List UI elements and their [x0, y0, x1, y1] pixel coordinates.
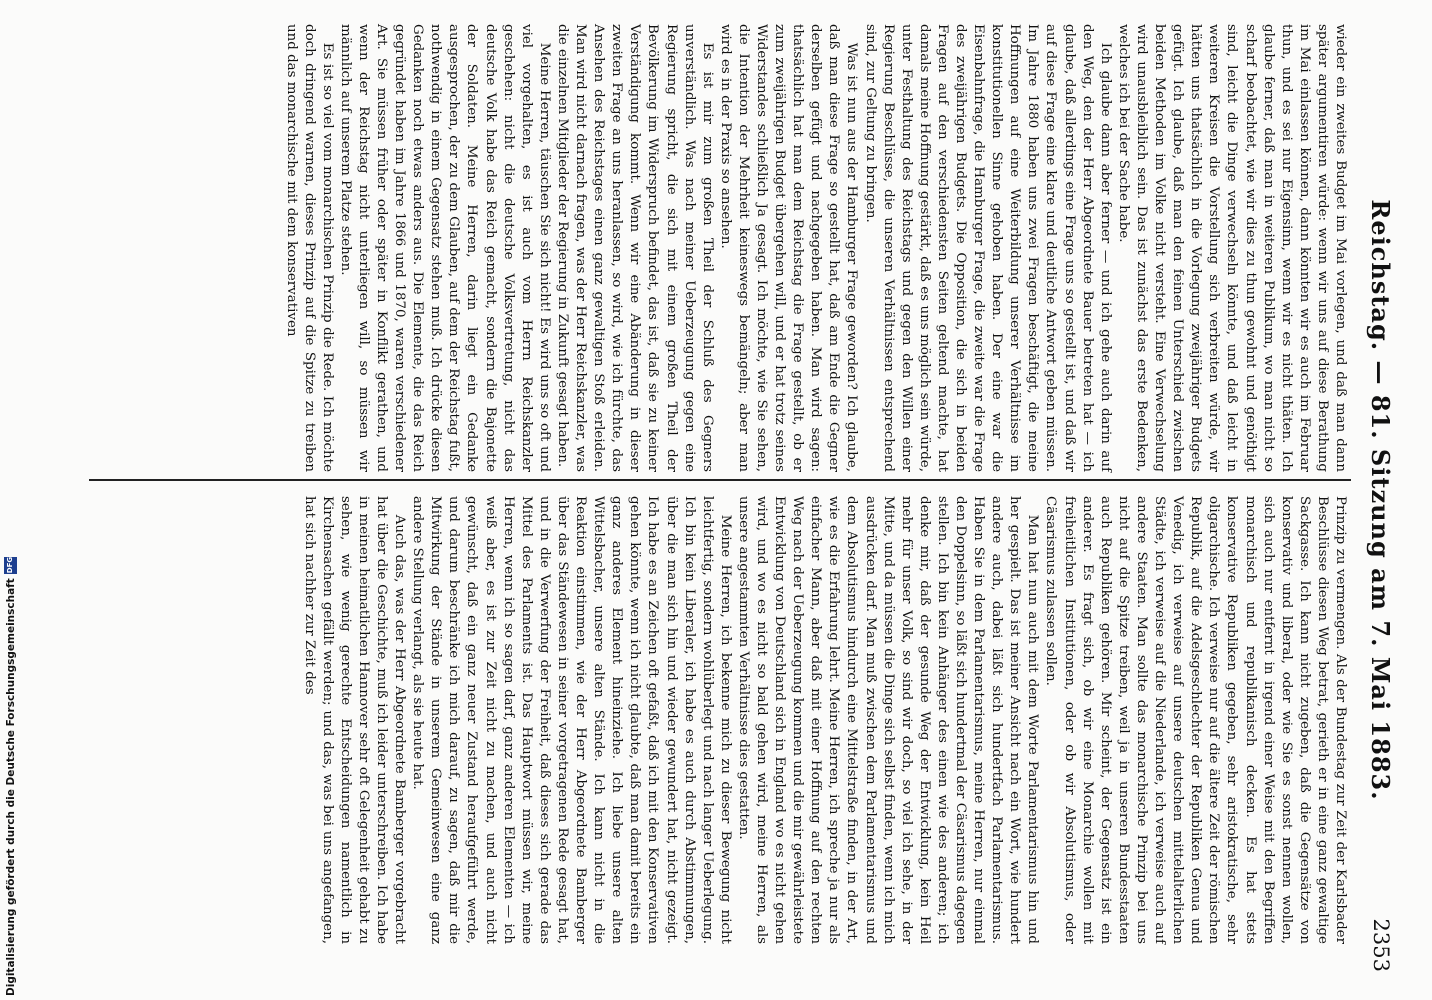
paragraph: Meine Herren, ich bekenne mich zu dieser Bewegung nicht leichtfertig, sondern wohlüberlegt und nach langer Ueberlegung. Ich bin kein Liberaler, ich habe es auch durch Abstimmungen, über die man sich hin und wieder gewundert hat, nicht gezeigt. Ich habe es an Zeichen oft gefaßt, daß ich mit den Konservativen gehen könnte, wenn ich nicht glaubte, daß man damit bereits ein ganz anderes Element hineinziehe. Ich liebe unsere alten Wittelsbacher, unsere alten Stände. Ich kann nicht in die Reaktion einstimmen, wie der Herr Abgeordnete Bamberger über das Ständewesen in seiner vorgetragenen Rede gesagt hat, und in die Verwerfung der Freiheit, daß dieses sich gerade das Mittel des Parlaments ist. Das Hauptwort müssen wir, meine Herren, wenn ich so sagen darf, ganz anderen Elementen — ich weiß aber, es ist zur Zeit nicht zu machen, und auch nicht gewünscht, daß ein ganz neuer Zustand heraufgeführt werde, und darum beschränke ich mich darauf, zu sagen, daß mir die Mitwirkung der Stände in unserem Gemeinwesen eine ganz andere Stellung verlangt, als sie heute hat. [410, 496, 733, 944]
paragraph: wieder ein zweites Budget im Mai vorlegen, und daß man dann später argumentiren würde: wenn wir uns auf diese Berathung im Mai einlassen können, dann könnten wir es auch im Februar thun, und es sei nur Eigensinn, wenn wir es nicht thäten. Ich glaube ferner, daß man in weiteren Publikum, wo man nicht so scharf beobachtet, wie wir dies zu thun gewohnt und genöthigt sind, leicht die Dinge verwechseln könnte, und daß leicht in weiteren Kreisen die Vorstellung sich verbreiten würde, wir hätten uns thatsächlich in die Vorlegung zweijähriger Budgets gefügt. Ich glaube, daß man den feinen Unterschied zwischen beiden Methoden im Volke nicht versteht. Eine Verwechselung wird unausbleiblich sein. Das ist zunächst das erste Bedenken, welches ich bei der Sache habe. [1115, 24, 1348, 472]
column-divider [89, 479, 1351, 481]
text-column-left-printed [281, 24, 1349, 472]
paragraph: Man hat nun auch mit dem Worte Parlamentarismus hin und her gespielt. Das ist meiner Ansicht nach ein Wort, wie hundert andere auch, dabei läßt sich hundertfach Parlamentarismus. Haben Sie in dem Parlamentarismus, meine Herren, nur einmal den Doppelsinn, so läßt sich hundertmal der Cäsarismus dagegen stellen. Ich bin kein Anhänger des einen wie des anderen; ich denke mir, daß der gesunde Weg der Entwicklung, kein Heil mehr für unser Volk, so sind wir doch, so viel ich sehe, in der Mitte, und da müssen die Dinge sich selbst finden, wenn ich mich ausdrücken darf. Man muß zwischen dem Parlamentarismus und dem Absolutismus hindurch eine Mittelstraße finden, in der Art, wie es die Erfahrung lehrt. Meine Herren, ich spreche ja nur als einfacher Mann, aber daß mit einer Hoffnung auf den rechten Weg nach der Ueberzeugung kommen und die mir gewährleistete Entwicklung von Deutschland sich in England wo es nicht gehen wird, und wo es nicht so bald gehen wird, meine Herren, als unsere angestammten Verhältnisse dies gestatten. [735, 496, 1041, 944]
paragraph: Prinzip zu vermengen. Als der Bundestag zur Zeit der Karlsbader Beschlüsse diesen Weg betrat, gerieth er in eine ganz gewaltige Sackgasse. Ich kann nicht zugeben, daß die Gegensätze von konservativ und liberal, oder wie Sie es sonst nennen wollen, sich auch nur entfernt in irgend einer Weise mit den Begriffen monarchisch und republikanisch decken. Es hat stets konservative Republiken gegeben, sehr aristokratische, sehr oligarchische. Ich verweise nur auf die ältere Zeit der römischen Republik, auf die Adelsgeschlechter der Republiken Genua und Venedig, ich verweise auf unsere deutschen mittelalterlichen Städte, ich verweise auf die Niederlande, ich verweise auch auf andere Staaten. Man sollte das monarchische Prinzip bei uns nicht auf die Spitze treiben, weil ja in unseren Bundesstaaten auch Republiken gehören. Mir scheint, der Gegensatz ist ein anderer. Es fragt sich, ob wir eine Monarchie wollen mit freiheitlichen Institutionen, oder ob wir Absolutismus, oder Cäsarismus zulassen sollen. [1043, 496, 1348, 944]
paragraph: Ich glaube dann aber ferner — und ich gehe auch darin auf den Weg, den der Herr Abgeordnete Bauer betreten hat — ich glaube, daß allerdings eine Frage uns so gestellt ist, und daß wir auf diese Frage eine klare und deutliche Antwort geben müssen. Im Jahre 1880 haben uns zwei Fragen beschäftigt, die meine Hoffnungen auf eine Weiterbildung unserer Verhältnisse im konstitutionellen Sinne gehoben haben. Der eine war die Eisenbahnfrage, die Hamburger Frage, die zweite war die Frage des zweijährigen Budgets. Die Opposition, die sich in beiden Fragen auf den verschiedensten Seiten geltend machte, hat damals meine Hoffnung gestärkt, daß es uns möglich sein würde, unter Festhaltung des Reichstags und gegen den Willen einer Regierung Beschlüsse, die unseren Verhältnissen entsprechend sind, zur Geltung zu bringen. [862, 24, 1113, 472]
paragraph: Auch das, was der Herr Abgeordnete Bamberger vorgebracht hat über die Geschichte, muß ich leider unterschreiben. Ich habe in meinen heimatlichen Hannover sehr oft Gelegenheit gehabt zu sehen, wie wenig gerechte Entscheidungen namentlich in Kirchensachen gefällt werden; und das, was bei uns angefangen, hat sich nachher zur Zeit des [301, 496, 408, 944]
page-header [1361, 28, 1395, 972]
paragraph: Was ist nun aus der Hamburger Frage geworden? Ich glaube, daß man diese Frage so gestellt hat, daß am Ende die Gegner derselben gefügt und nachgegeben haben. Man wird sagen: thatsächlich hat man dem Reichstag die Frage gestellt, ob er zum zweijährigen Budget übergehen will, und er hat trotz seines Widerstandes schließlich Ja gesagt. Ich möchte, wie Sie sehen, die Intention der Mehrheit keineswegs bemängeln; aber man wird es in der Praxis so ansehen. [717, 24, 860, 472]
paragraph: Meine Herren, täuschen Sie sich nicht! Es wird uns so oft und viel vorgehalten, es ist auch vom Herrn Reichskanzler geschehen: nicht die deutsche Volksvertretung, nicht das deutsche Volk habe das Reich gemacht, sondern die Bajonette der Soldaten. Meine Herren, darin liegt ein Gedanke ausgesprochen, der zu dem Glauben, auf dem der Reichstag fußt, nothwendig in einem Gegensatz stehen muß. Ich drücke diesen Gedanken noch etwas anders aus. Die Elemente, die das Reich gegründet haben im Jahre 1866 und 1870, waren verschiedener Art. Sie müssen früher oder später in Konflikt gerathen, und wenn der Reichstag nicht unterliegen will, so müssen wir männlich auf unserem Platze stehen. [337, 24, 552, 472]
rotated-newspaper-page [83, 10, 1403, 990]
page-title: Reichstag. — 81. Sitzung am 7. Mai 1883. [1366, 199, 1395, 801]
credit-text: Digitalisierung gefördert durch die Deutsche Forschungsgemeinschaft [4, 578, 17, 996]
page-number: 2353 [1369, 918, 1393, 972]
paragraph: Es ist mir zum großen Theil der Schluß des Gegners unverständlich. Was nach meiner Ueberzeugung gegen eine Regierung spricht, die sich mit einem großen Theil der Bevölkerung im Widerspruch befindet, das ist, daß sie zu keiner Verständigung kommt. Wenn wir eine Abänderung in dieser zweiten Frage an uns heranlassen, so wird, wie ich fürchte, das Ansehen des Reichstages einen ganz gewaltigen Stoß erleiden. Man wird nicht darnach fragen, was der Herr Reichskanzler, was die einzelnen Mitglieder der Regierung in Zukunft gesagt haben. [554, 24, 715, 472]
digitization-credit [4, 557, 17, 996]
text-column-right-printed [300, 496, 1349, 944]
paragraph: Es ist so viel vom monarchischen Prinzip die Rede. Ich möchte doch dringend warnen, dieses Prinzip auf die Spitze zu treiben und das monarchische mit dem konservativen [283, 24, 335, 472]
dfg-logo-icon: DFG [4, 557, 17, 574]
